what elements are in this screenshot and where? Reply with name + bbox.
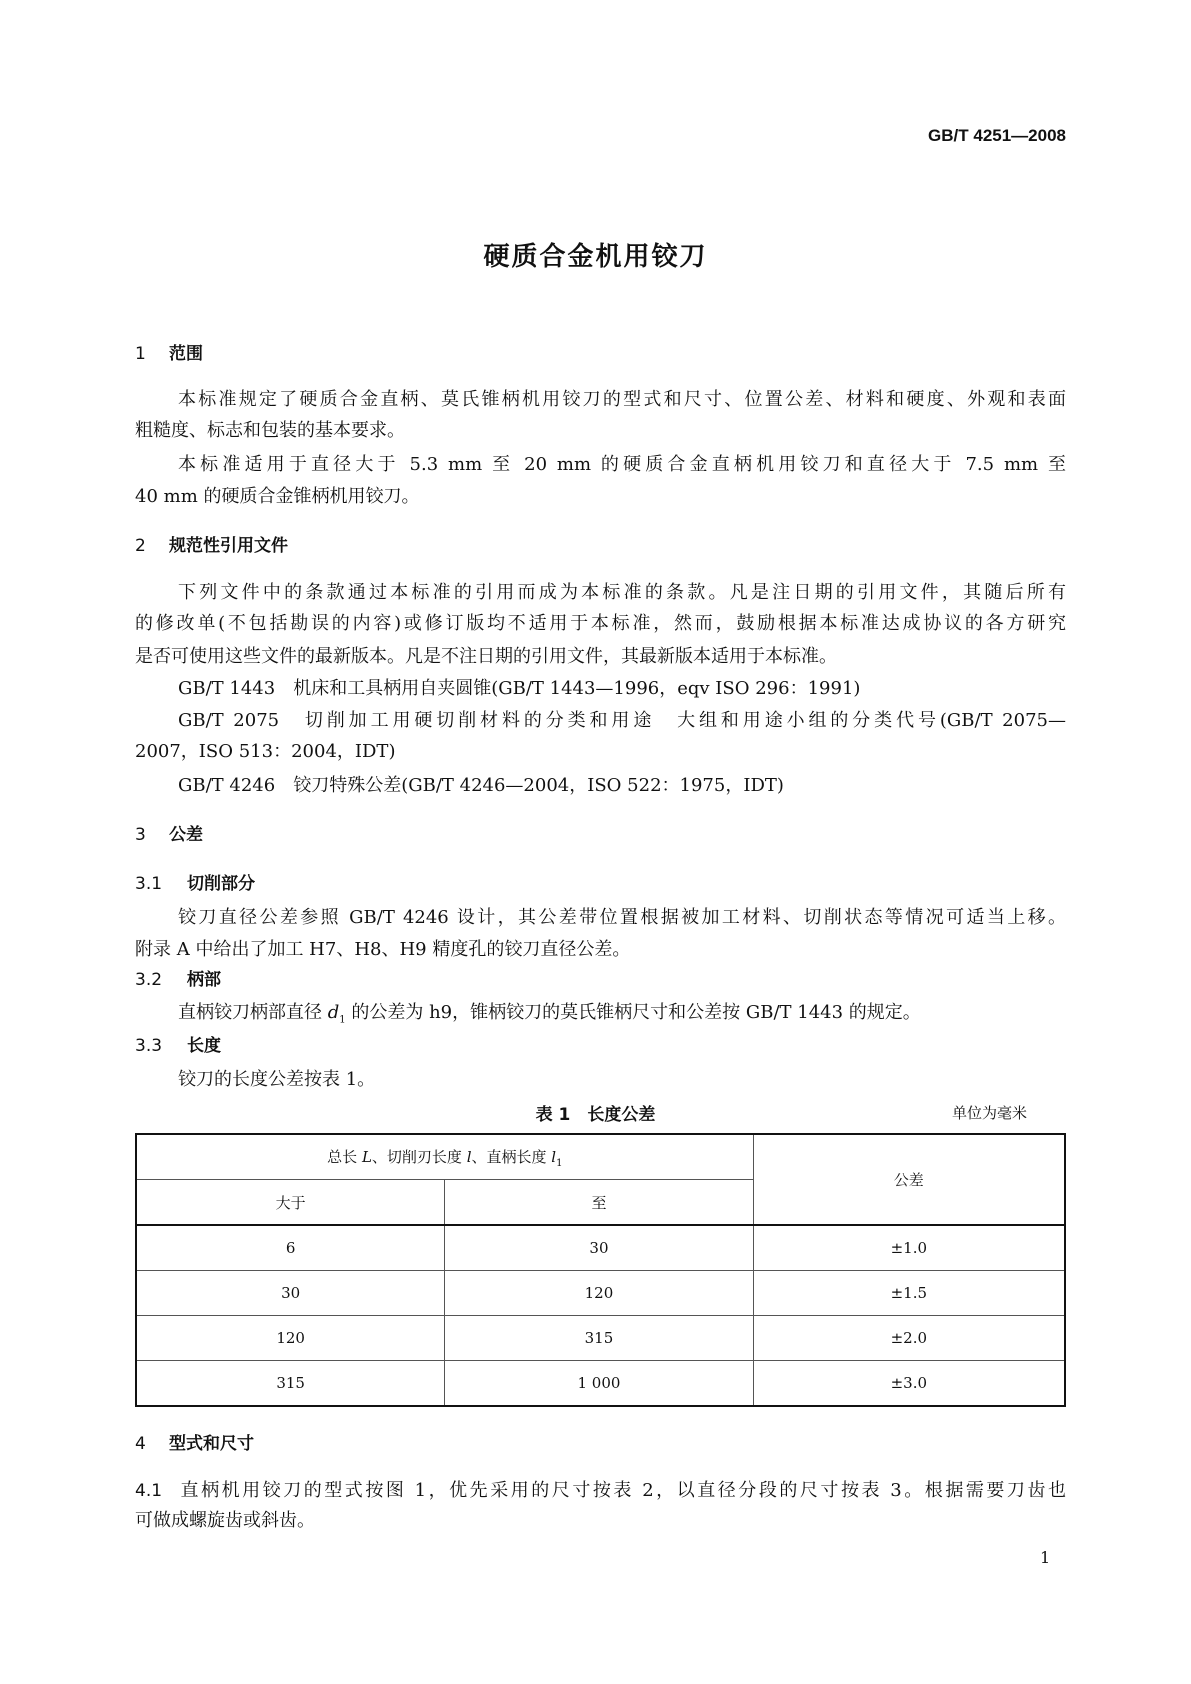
- section-1-heading: 1 范围: [135, 344, 203, 364]
- table-cell: ±3.0: [753, 1361, 1065, 1407]
- paragraph-line: 直柄铰刀柄部直径 $d_1$ 的公差为 h9，锥柄铰刀的莫氏锥柄尺寸和公差按 GB/T 1443 的规定。: [178, 1002, 921, 1026]
- reference-item: GB/T 1443 机床和工具柄用自夹圆锥(GB/T 1443—1996，eqv ISO 296：1991): [178, 678, 861, 699]
- section-3-1-heading: 3.1 切削部分: [135, 874, 255, 894]
- paragraph-line: 铰刀直径公差参照 GB/T 4246 设计，其公差带位置根据被加工材料、切削状态等情况可适当上移。: [178, 907, 1066, 928]
- paragraph-line: 附录 A 中给出了加工 H7、H8、H9 精度孔的铰刀直径公差。: [135, 939, 631, 960]
- header-to: 至: [445, 1180, 753, 1226]
- section-3-3-heading: 3.3 长度: [135, 1036, 221, 1056]
- section-4-heading: 4 型式和尺寸: [135, 1434, 254, 1454]
- document-title: 硬质合金机用铰刀: [483, 242, 708, 272]
- table-cell: 315: [136, 1361, 445, 1407]
- table-cell: ±1.0: [753, 1225, 1065, 1271]
- length-tolerance-table: [135, 1133, 1066, 1407]
- paragraph-line: 4.1 直柄机用铰刀的型式按图 1，优先采用的尺寸按表 2，以直径分段的尺寸按表 3。根据需要刀齿也: [135, 1480, 1066, 1501]
- header-tolerance: 公差: [753, 1134, 1065, 1225]
- table-unit: 单位为毫米: [952, 1104, 1028, 1122]
- paragraph-line: 下列文件中的条款通过本标准的引用而成为本标准的条款。凡是注日期的引用文件，其随后所有: [178, 582, 1066, 603]
- table-row: [136, 1225, 1065, 1271]
- paragraph-line: 40 mm 的硬质合金锥柄机用铰刀。: [135, 486, 420, 507]
- table-row: [136, 1316, 1065, 1361]
- reference-item: GB/T 4246 铰刀特殊公差(GB/T 4246—2004，ISO 522：1975，IDT): [178, 775, 784, 796]
- header-from: 大于: [136, 1180, 445, 1226]
- header-group-cell: 总长 L、切削刃长度 l、直柄长度 $l_1$: [136, 1134, 753, 1180]
- section-3-heading: 3 公差: [135, 825, 203, 845]
- section-2-heading: 2 规范性引用文件: [135, 536, 288, 556]
- table-row: [136, 1361, 1065, 1407]
- paragraph-line: 是否可使用这些文件的最新版本。凡是不注日期的引用文件，其最新版本适用于本标准。: [135, 646, 837, 667]
- table-cell: 30: [445, 1225, 753, 1271]
- table-row: [136, 1271, 1065, 1316]
- paragraph-line: 的修改单(不包括勘误的内容)或修订版均不适用于本标准，然而，鼓励根据本标准达成协议的各方研究: [135, 613, 1066, 634]
- table-cell: 1 000: [445, 1361, 753, 1407]
- reference-item: GB/T 2075 切削加工用硬切削材料的分类和用途 大组和用途小组的分类代号(GB/T 2075—: [178, 710, 1066, 731]
- table-cell: ±1.5: [753, 1271, 1065, 1316]
- standard-number: GB/T 4251—2008: [928, 126, 1066, 145]
- paragraph-line: 铰刀的长度公差按表 1。: [178, 1069, 376, 1090]
- paragraph-line: 本标准规定了硬质合金直柄、莫氏锥柄机用铰刀的型式和尺寸、位置公差、材料和硬度、外观和表面: [178, 389, 1066, 410]
- table-cell: 120: [136, 1316, 445, 1361]
- paragraph-line: 粗糙度、标志和包装的基本要求。: [135, 420, 405, 441]
- table-cell: 6: [136, 1225, 445, 1271]
- table-cell: ±2.0: [753, 1316, 1065, 1361]
- table-caption: 表 1 长度公差: [535, 1105, 656, 1125]
- paragraph-line: 本标准适用于直径大于 5.3 mm 至 20 mm 的硬质合金直柄机用铰刀和直径大于 7.5 mm 至: [178, 454, 1066, 475]
- table-cell: 120: [445, 1271, 753, 1316]
- section-3-2-heading: 3.2 柄部: [135, 970, 221, 990]
- reference-item-continued: 2007，ISO 513：2004，IDT): [135, 741, 396, 762]
- table-cell: 315: [445, 1316, 753, 1361]
- page-number: 1: [1040, 1548, 1051, 1567]
- paragraph-line: 可做成螺旋齿或斜齿。: [135, 1510, 315, 1531]
- table-cell: 30: [136, 1271, 445, 1316]
